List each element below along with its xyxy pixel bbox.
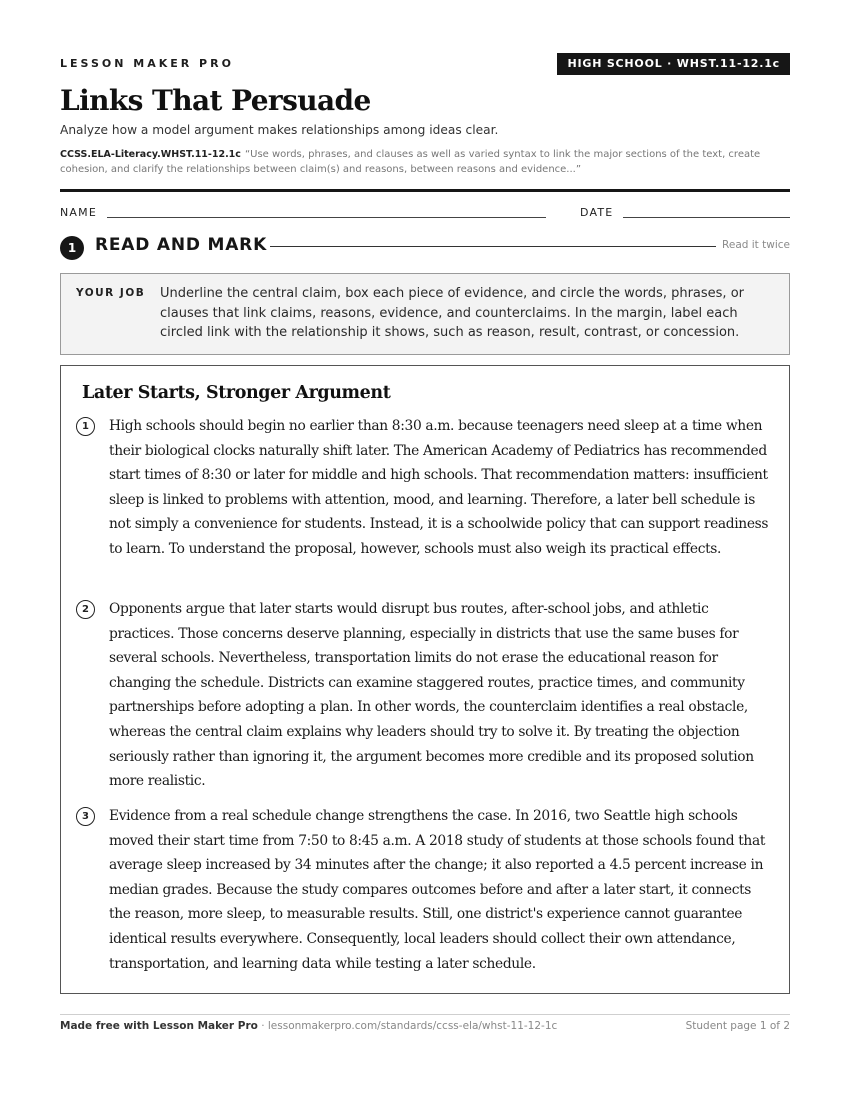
your-job-box [60, 273, 790, 355]
date-label: DATE [580, 206, 614, 219]
footer-divider [60, 1014, 790, 1015]
section-number-badge: 1 [60, 236, 84, 260]
page-subtitle: Analyze how a model argument makes relationships among ideas clear. [60, 123, 499, 137]
paragraph-number: 3 [76, 807, 95, 826]
standard-quote: “Use words, phrases, and clauses as well as varied syntax to link the major sections of the text, create cohesion, and clarify the relationships between claim(s) and reasons, between reasons and evidence...” [60, 149, 761, 175]
brand-name: LESSON MAKER PRO [60, 57, 234, 70]
footer-url[interactable]: · lessonmakerpro.com/standards/ccss-ela/whst-11-12-1c [257, 1020, 558, 1032]
standard-tag: HIGH SCHOOL · WHST.11-12.1c [557, 53, 790, 75]
name-label: NAME [60, 206, 97, 219]
footer-credit [60, 1020, 557, 1032]
passage-box [60, 365, 790, 994]
section-note: Read it twice [722, 239, 790, 251]
section-title: READ AND MARK [95, 235, 268, 255]
section-divider [270, 246, 716, 247]
standard-description [60, 147, 790, 177]
standard-code: CCSS.ELA-Literacy.WHST.11-12.1c [60, 149, 241, 160]
your-job-label: YOUR JOB [76, 287, 146, 299]
passage-paragraph: High schools should begin no earlier than 8:30 a.m. because teenagers need sleep at a time when their biological clocks naturally shift later. The American Academy of Pediatrics has recommended start times of 8:30 or later for middle and high schools. That recommendation matters: insufficient sleep is linked to problems with attention, mood, and learning. Therefore, a later bell schedule is not simply a convenience for students. Instead, it is a schoolwide policy that can support readiness to learn. To understand the proposal, however, schools must also weigh its practical effects. [109, 418, 769, 557]
page-title: Links That Persuade [60, 84, 371, 117]
paragraph-number: 1 [76, 417, 95, 436]
passage-paragraph: Opponents argue that later starts would disrupt bus routes, after-school jobs, and athletic practices. Those concerns deserve planning, especially in districts that use the same buses for several schools. Nevertheless, transportation limits do not erase the educational reason for changing the schedule. Districts can examine staggered routes, practice times, and community partnerships before adopting a plan. In other words, the counterclaim identifies a real obstacle, whereas the central claim explains why leaders should try to solve it. By treating the objection seriously rather than ignoring it, the argument becomes more credible and its proposed solution more realistic. [109, 601, 754, 790]
date-field[interactable] [623, 217, 790, 218]
footer-made-with: Made free with Lesson Maker Pro [60, 1020, 258, 1032]
passage-title: Later Starts, Stronger Argument [82, 383, 391, 403]
name-field[interactable] [107, 217, 546, 218]
passage-paragraph: Evidence from a real schedule change strengthens the case. In 2016, two Seattle high schools moved their start time from 7:50 to 8:45 a.m. A 2018 study of students at those schools found that average sleep increased by 34 minutes after the change; it also reported a 4.5 percent increase in median grades. Because the study compares outcomes before and after a later start, it connects the reason, more sleep, to measurable results. Still, one district's experience cannot guarantee identical results everywhere. Consequently, local leaders should collect their own attendance, transportation, and learning data while testing a later schedule. [109, 808, 766, 972]
paragraph-number: 2 [76, 600, 95, 619]
footer-page-number: Student page 1 of 2 [685, 1020, 790, 1032]
your-job-instructions: Underline the central claim, box each piece of evidence, and circle the words, phrases, or clauses that link claims, reasons, evidence, and counterclaims. In the margin, label each circled link with the relationship it shows, such as reason, result, contrast, or concession. [160, 286, 744, 340]
header-divider [60, 189, 790, 192]
